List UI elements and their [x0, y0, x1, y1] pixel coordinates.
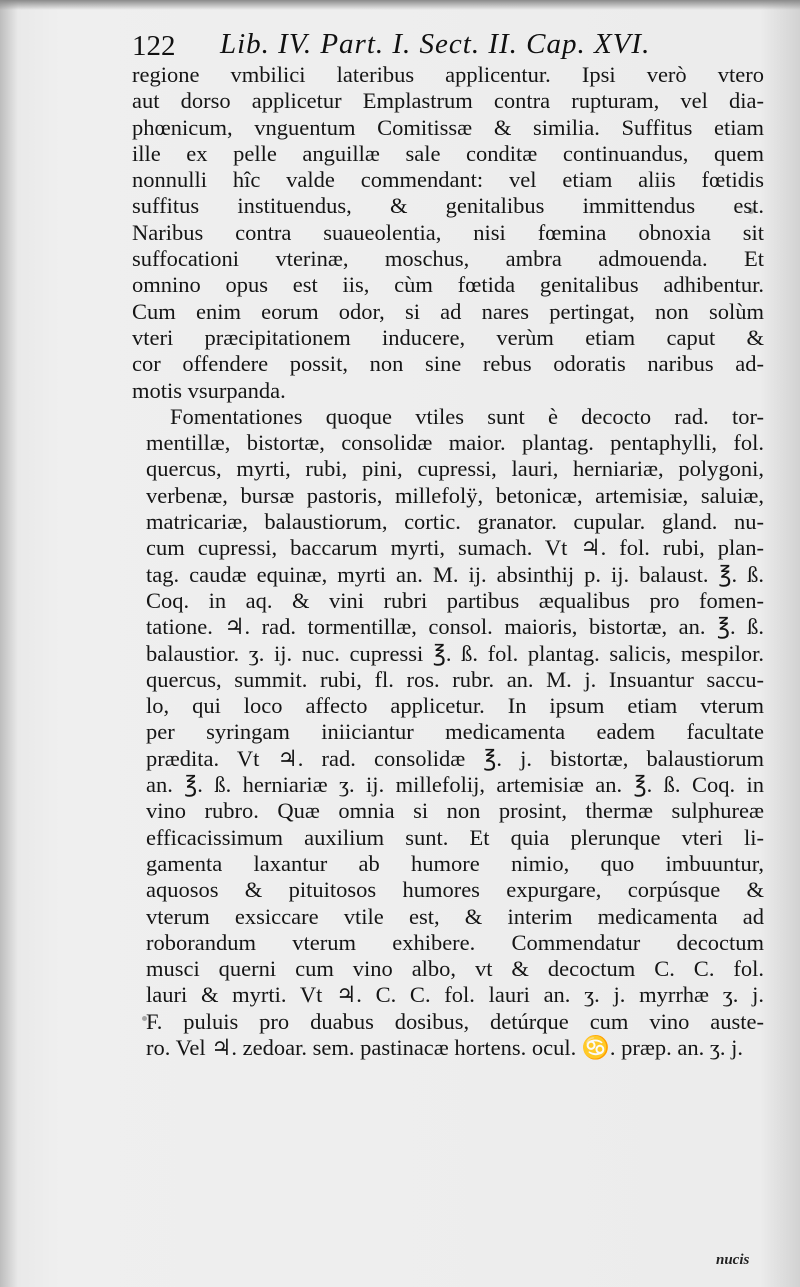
body-text [132, 62, 764, 1061]
text-line: Coq. in aq. & vini rubri partibus æqualibus pro fomen- [146, 587, 764, 613]
text-line: motis vsurpanda. [132, 377, 286, 403]
text-line: ro. Vel ♃. zedoar. sem. pastinacæ hortens. ocul. ♋. præp. an. ʒ. j. [146, 1034, 744, 1060]
text-line: suffocationi vterinæ, moschus, ambra admouenda. Et [132, 246, 764, 272]
text-line: matricariæ, balaustiorum, cortic. granator. cupular. gland. nu- [146, 509, 764, 535]
text-line: tatione. ♃. rad. tormentillæ, consol. maioris, bistortæ, an. ℥. ß. [146, 614, 764, 640]
text-line: ille ex pelle anguillæ sale conditæ continuandus, quem [132, 140, 764, 166]
text-line: vterum exsiccare vtile est, & interim medicamenta ad [146, 903, 764, 929]
text-line: tag. caudæ equinæ, myrti an. M. ij. absinthij p. ij. balaust. ℥. ß. [146, 561, 764, 587]
text-line: mentillæ, bistortæ, consolidæ maior. plantag. pentaphylli, fol. [146, 430, 764, 456]
page-number: 122 [132, 30, 176, 62]
text-line: gamenta laxantur ab humore nimio, quo imbuuntur, [146, 850, 764, 876]
ink-spot [748, 208, 754, 214]
catchword: nucis [716, 1252, 750, 1268]
text-line: aut dorso applicetur Emplastrum contra rupturam, vel dia- [132, 88, 764, 114]
text-line: an. ℥. ß. herniariæ ʒ. ij. millefolij, artemisiæ an. ℥. ß. Coq. in [146, 772, 764, 798]
text-line: efficacissimum auxilium sunt. Et quia plerunque vteri li- [146, 824, 764, 850]
text-line: per syringam iniiciantur medicamenta eadem facultate [146, 719, 764, 745]
text-line: musci querni cum vino albo, vt & decoctum C. C. fol. [146, 956, 764, 982]
text-line: Fomentationes quoque vtiles sunt è decocto rad. tor- [170, 403, 764, 429]
text-line: F. puluis pro duabus dosibus, detúrque cum vino auste- [146, 1008, 764, 1034]
text-line: balaustior. ʒ. ij. nuc. cupressi ℥. ß. fol. plantag. salicis, mespilor. [146, 640, 764, 666]
text-line: roborandum vterum exhibere. Commendatur decoctum [146, 929, 764, 955]
text-line: Naribus contra suaueolentia, nisi fœmina obnoxia sit [132, 219, 764, 245]
page-top-shadow [0, 0, 800, 10]
text-line: verbenæ, bursæ pastoris, millefolÿ, betonicæ, artemisiæ, saluiæ, [146, 482, 764, 508]
text-line: omnino opus est iis, cùm fœtida genitalibus adhibentur. [132, 272, 764, 298]
running-head: Lib. IV. Part. I. Sect. II. Cap. XVI. [220, 28, 651, 60]
text-line: quercus, summit. rubi, fl. ros. rubr. an. M. j. Insuantur saccu- [146, 666, 764, 692]
text-line: vino rubro. Quæ omnia si non prosint, thermæ sulphureæ [146, 798, 764, 824]
text-line: prædita. Vt ♃. rad. consolidæ ℥. j. bistortæ, balaustiorum [146, 745, 764, 771]
text-line: suffitus instituendus, & genitalibus immittendus est. [132, 193, 764, 219]
text-line: quercus, myrti, rubi, pini, cupressi, lauri, herniariæ, polygoni, [146, 456, 764, 482]
ink-spot [142, 1016, 147, 1021]
text-line: lo, qui loco affecto applicetur. In ipsum etiam vterum [146, 693, 764, 719]
text-line: cor offendere possit, non sine rebus odoratis naribus ad- [132, 351, 764, 377]
text-line: vteri præcipitationem inducere, verùm etiam caput & [132, 324, 764, 350]
text-line: phœnicum, vnguentum Comitissæ & similia. Suffitus etiam [132, 114, 764, 140]
text-line: aquosos & pituitosos humores expurgare, corpúsque & [146, 877, 764, 903]
text-line: nonnulli hîc valde commendant: vel etiam aliis fœtidis [132, 167, 764, 193]
text-line: regione vmbilici lateribus applicentur. Ipsi verò vtero [132, 62, 764, 87]
text-line: cum cupressi, baccarum myrti, sumach. Vt ♃. fol. rubi, plan- [146, 535, 764, 561]
text-line: lauri & myrti. Vt ♃. C. C. fol. lauri an. ʒ. j. myrrhæ ʒ. j. [146, 982, 764, 1008]
text-line: Cum enim eorum odor, si ad nares pertingat, non solùm [132, 298, 764, 324]
